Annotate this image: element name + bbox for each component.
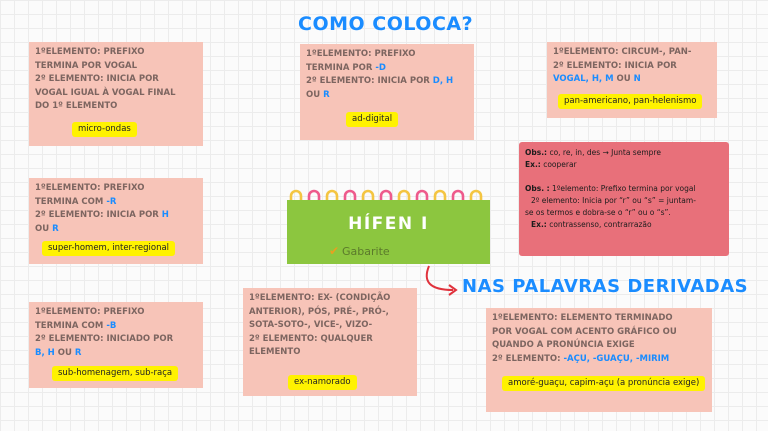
card-line: VOGAL IGUAL À VOGAL FINAL bbox=[35, 87, 176, 98]
obs-line: Ex.: contrassenso, contrarrazão bbox=[531, 220, 652, 229]
obs-line: 2º elemento: Inicia por “r” ou “s” = juntam- bbox=[531, 196, 696, 205]
main-title: COMO COLOCA? bbox=[298, 13, 474, 35]
rule-card-acu bbox=[486, 308, 712, 412]
brand-logo-text: Gabarite bbox=[342, 245, 390, 258]
card-line: 2º ELEMENTO: INICIA POR H bbox=[35, 210, 169, 220]
card-line: TERMINA POR -D bbox=[306, 62, 386, 73]
example-chip: pan-americano, pan-helenismo bbox=[558, 94, 702, 109]
card-line: 1ºELEMENTO: PREFIXO bbox=[306, 49, 416, 59]
obs-line: se os termos e dobra-se o “r” ou o “s”. bbox=[525, 208, 671, 217]
card-line: DO 1º ELEMENTO bbox=[35, 101, 118, 111]
example-chip: amoré-guaçu, capim-açu (a pronúncia exige) bbox=[502, 376, 705, 391]
obs-line: Obs. : 1ºelemento: Prefixo termina por vogal bbox=[525, 184, 696, 193]
card-line: SOTA-SOTO-, VICE-, VIZO- bbox=[249, 320, 373, 330]
central-topic bbox=[287, 200, 490, 264]
card-line: 2º ELEMENTO: QUALQUER bbox=[249, 333, 373, 344]
central-title: HÍFEN I bbox=[348, 214, 429, 234]
check-icon: ✔ bbox=[329, 244, 340, 258]
card-line: 2º ELEMENTO: INICIA POR D, H bbox=[306, 76, 454, 86]
card-line: TERMINA COM -B bbox=[35, 320, 117, 331]
card-line: B, H OU R bbox=[35, 347, 82, 358]
derived-words-title: NAS PALAVRAS DERIVADAS bbox=[462, 276, 749, 297]
card-line: 1ºELEMENTO: PREFIXO bbox=[35, 307, 145, 317]
card-line: VOGAL, H, M OU N bbox=[553, 74, 641, 84]
card-line: POR VOGAL COM ACENTO GRÁFICO OU bbox=[492, 326, 677, 337]
card-line: 1ºELEMENTO: PREFIXO bbox=[35, 47, 145, 57]
card-line: 1ºELEMENTO: ELEMENTO TERMINADO bbox=[492, 313, 673, 323]
card-line: ANTERIOR), PÓS, PRÉ-, PRÓ-, bbox=[249, 306, 389, 317]
card-line: ELEMENTO bbox=[249, 347, 301, 357]
card-line: OU R bbox=[306, 89, 330, 100]
card-line: 1ºELEMENTO: EX- (CONDIÇÃO bbox=[249, 293, 391, 303]
example-chip: ad-digital bbox=[346, 112, 398, 127]
obs-line: Obs.: co, re, in, des → Junta sempre bbox=[525, 148, 661, 157]
card-line: TERMINA POR VOGAL bbox=[35, 60, 138, 71]
arrow-icon bbox=[421, 264, 463, 300]
card-line: QUANDO A PRONÚNCIA EXIGE bbox=[492, 340, 635, 350]
card-line: 2º ELEMENTO: INICIA POR bbox=[35, 74, 159, 84]
card-line: OU R bbox=[35, 223, 59, 234]
example-chip: sub-homenagem, sub-raça bbox=[52, 366, 178, 381]
card-line: 1ºELEMENTO: PREFIXO bbox=[35, 183, 145, 193]
card-line: 2º ELEMENTO: INICIA POR bbox=[553, 60, 677, 71]
example-chip: ex-namorado bbox=[288, 375, 357, 390]
card-line: TERMINA COM -R bbox=[35, 196, 117, 207]
obs-line: Ex.: cooperar bbox=[525, 160, 577, 169]
observation-box bbox=[519, 142, 729, 256]
card-line: 2º ELEMENTO: INICIADO POR bbox=[35, 334, 174, 344]
example-chip: super-homem, inter-regional bbox=[42, 241, 175, 256]
card-line: 2º ELEMENTO: -AÇU, -GUAÇU, -MIRIM bbox=[492, 353, 670, 364]
example-chip: micro-ondas bbox=[72, 122, 137, 137]
card-line: 1ºELEMENTO: CIRCUM-, PAN- bbox=[553, 47, 692, 57]
